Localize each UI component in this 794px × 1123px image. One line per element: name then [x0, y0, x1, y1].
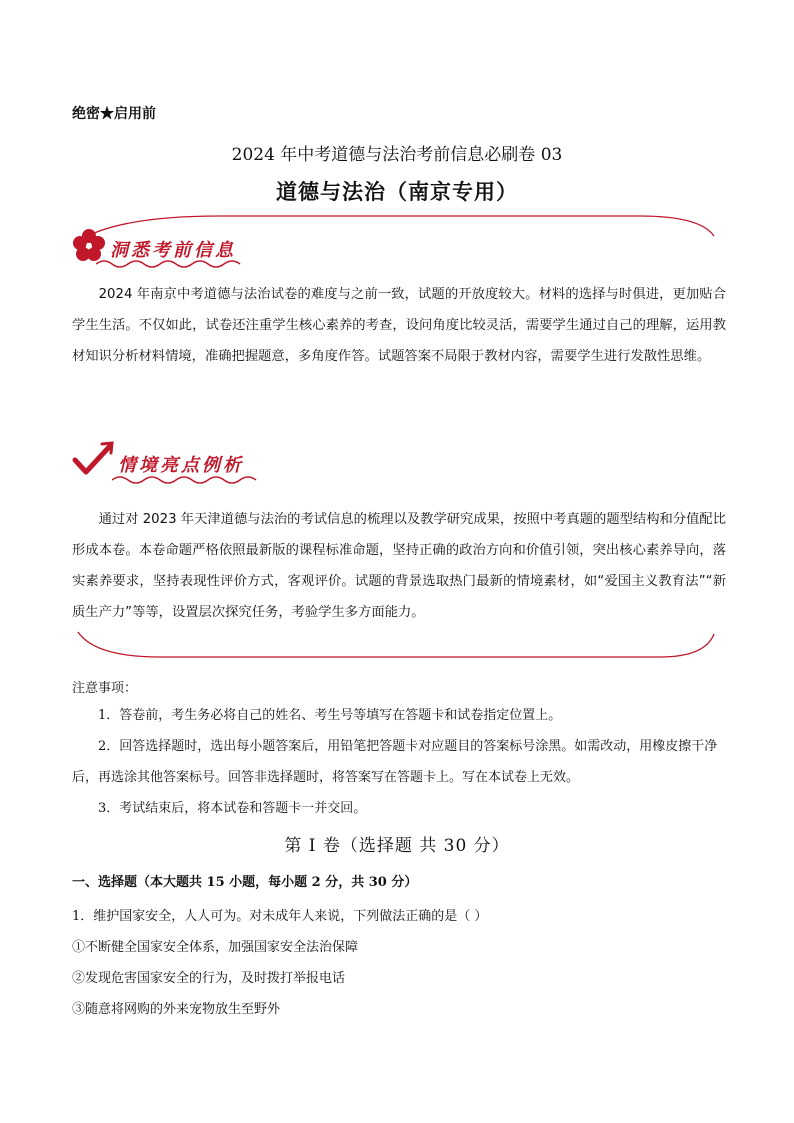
info-paragraph [72, 279, 726, 372]
info-paragraph-text: 2024 年南京中考道德与法治试卷的难度与之前一致，试题的开放度较大。材料的选择与时俱进，更加贴合学生生活。不仅如此，试卷还注重学生核心素养的考查，设问角度比较灵活，需要学生通过自己的理解，运用教材知识分析材料情境，准确把握题意，多角度作答。试题答案不局限于教材内容，需要学生进行发散性思维。 [72, 287, 726, 364]
info-section-label: 洞悉考前信息 [110, 240, 236, 261]
highlight-section-label: 情境亮点例析 [118, 455, 244, 476]
wave-underline-icon [96, 258, 246, 270]
notice-item: 1．答卷前，考生务必将自己的姓名、考生号等填写在答题卡和试卷指定位置上。 [98, 708, 562, 723]
notice-item: 2．回答选择题时，选出每小题答案后，用铅笔把答题卡对应题目的答案标号涂黑。如需改动，用橡皮擦干净后，再选涂其他答案标号。回答非选择题时，将答案写在答题卡上。写在本试卷上无效。 [72, 739, 718, 785]
question-option: ①不断健全国家安全体系，加强国家安全法治保障 [72, 940, 359, 955]
notice-list [72, 700, 726, 824]
wave-underline-icon [112, 474, 262, 486]
notice-heading: 注意事项： [72, 681, 138, 696]
question-option: ③随意将网购的外来宠物放生至野外 [72, 1002, 281, 1017]
check-arrow-icon [72, 440, 116, 476]
exam-title: 2024 年中考道德与法治考前信息必刷卷 03 [231, 145, 563, 165]
secret-label: 绝密★启用前 [72, 106, 156, 122]
highlight-paragraph [72, 504, 726, 628]
highlight-paragraph-text: 通过对 2023 年天津道德与法治的考试信息的梳理以及教学研究成果，按照中考真题的题型结构和分值配比形成本卷。本卷命题严格依照最新版的课程标准命题，坚持正确的政治方向和价值引领，突出核心素养导向，落实素养要求，坚持表现性评价方式，客观评价。试题的背景选取热门最新的情境素材，如“爱国主义教育法”“新质生产力”等等，设置层次探究任务，考验学生多方面能力。 [72, 512, 726, 620]
section-heading: 一、选择题（本大题共 15 小题，每小题 2 分，共 30 分） [72, 875, 418, 890]
question-stem: 1．维护国家安全，人人可为。对未成年人来说，下列做法正确的是（ ） [72, 909, 488, 924]
volume-title: 第 I 卷（选择题 共 30 分） [284, 836, 510, 856]
exam-subtitle: 道德与法治（南京专用） [276, 179, 518, 204]
notice-item: 3．考试结束后，将本试卷和答题卡一并交回。 [98, 801, 367, 816]
flower-icon [72, 228, 106, 262]
question-option: ②发现危害国家安全的行为，及时拨打举报电话 [72, 971, 346, 986]
